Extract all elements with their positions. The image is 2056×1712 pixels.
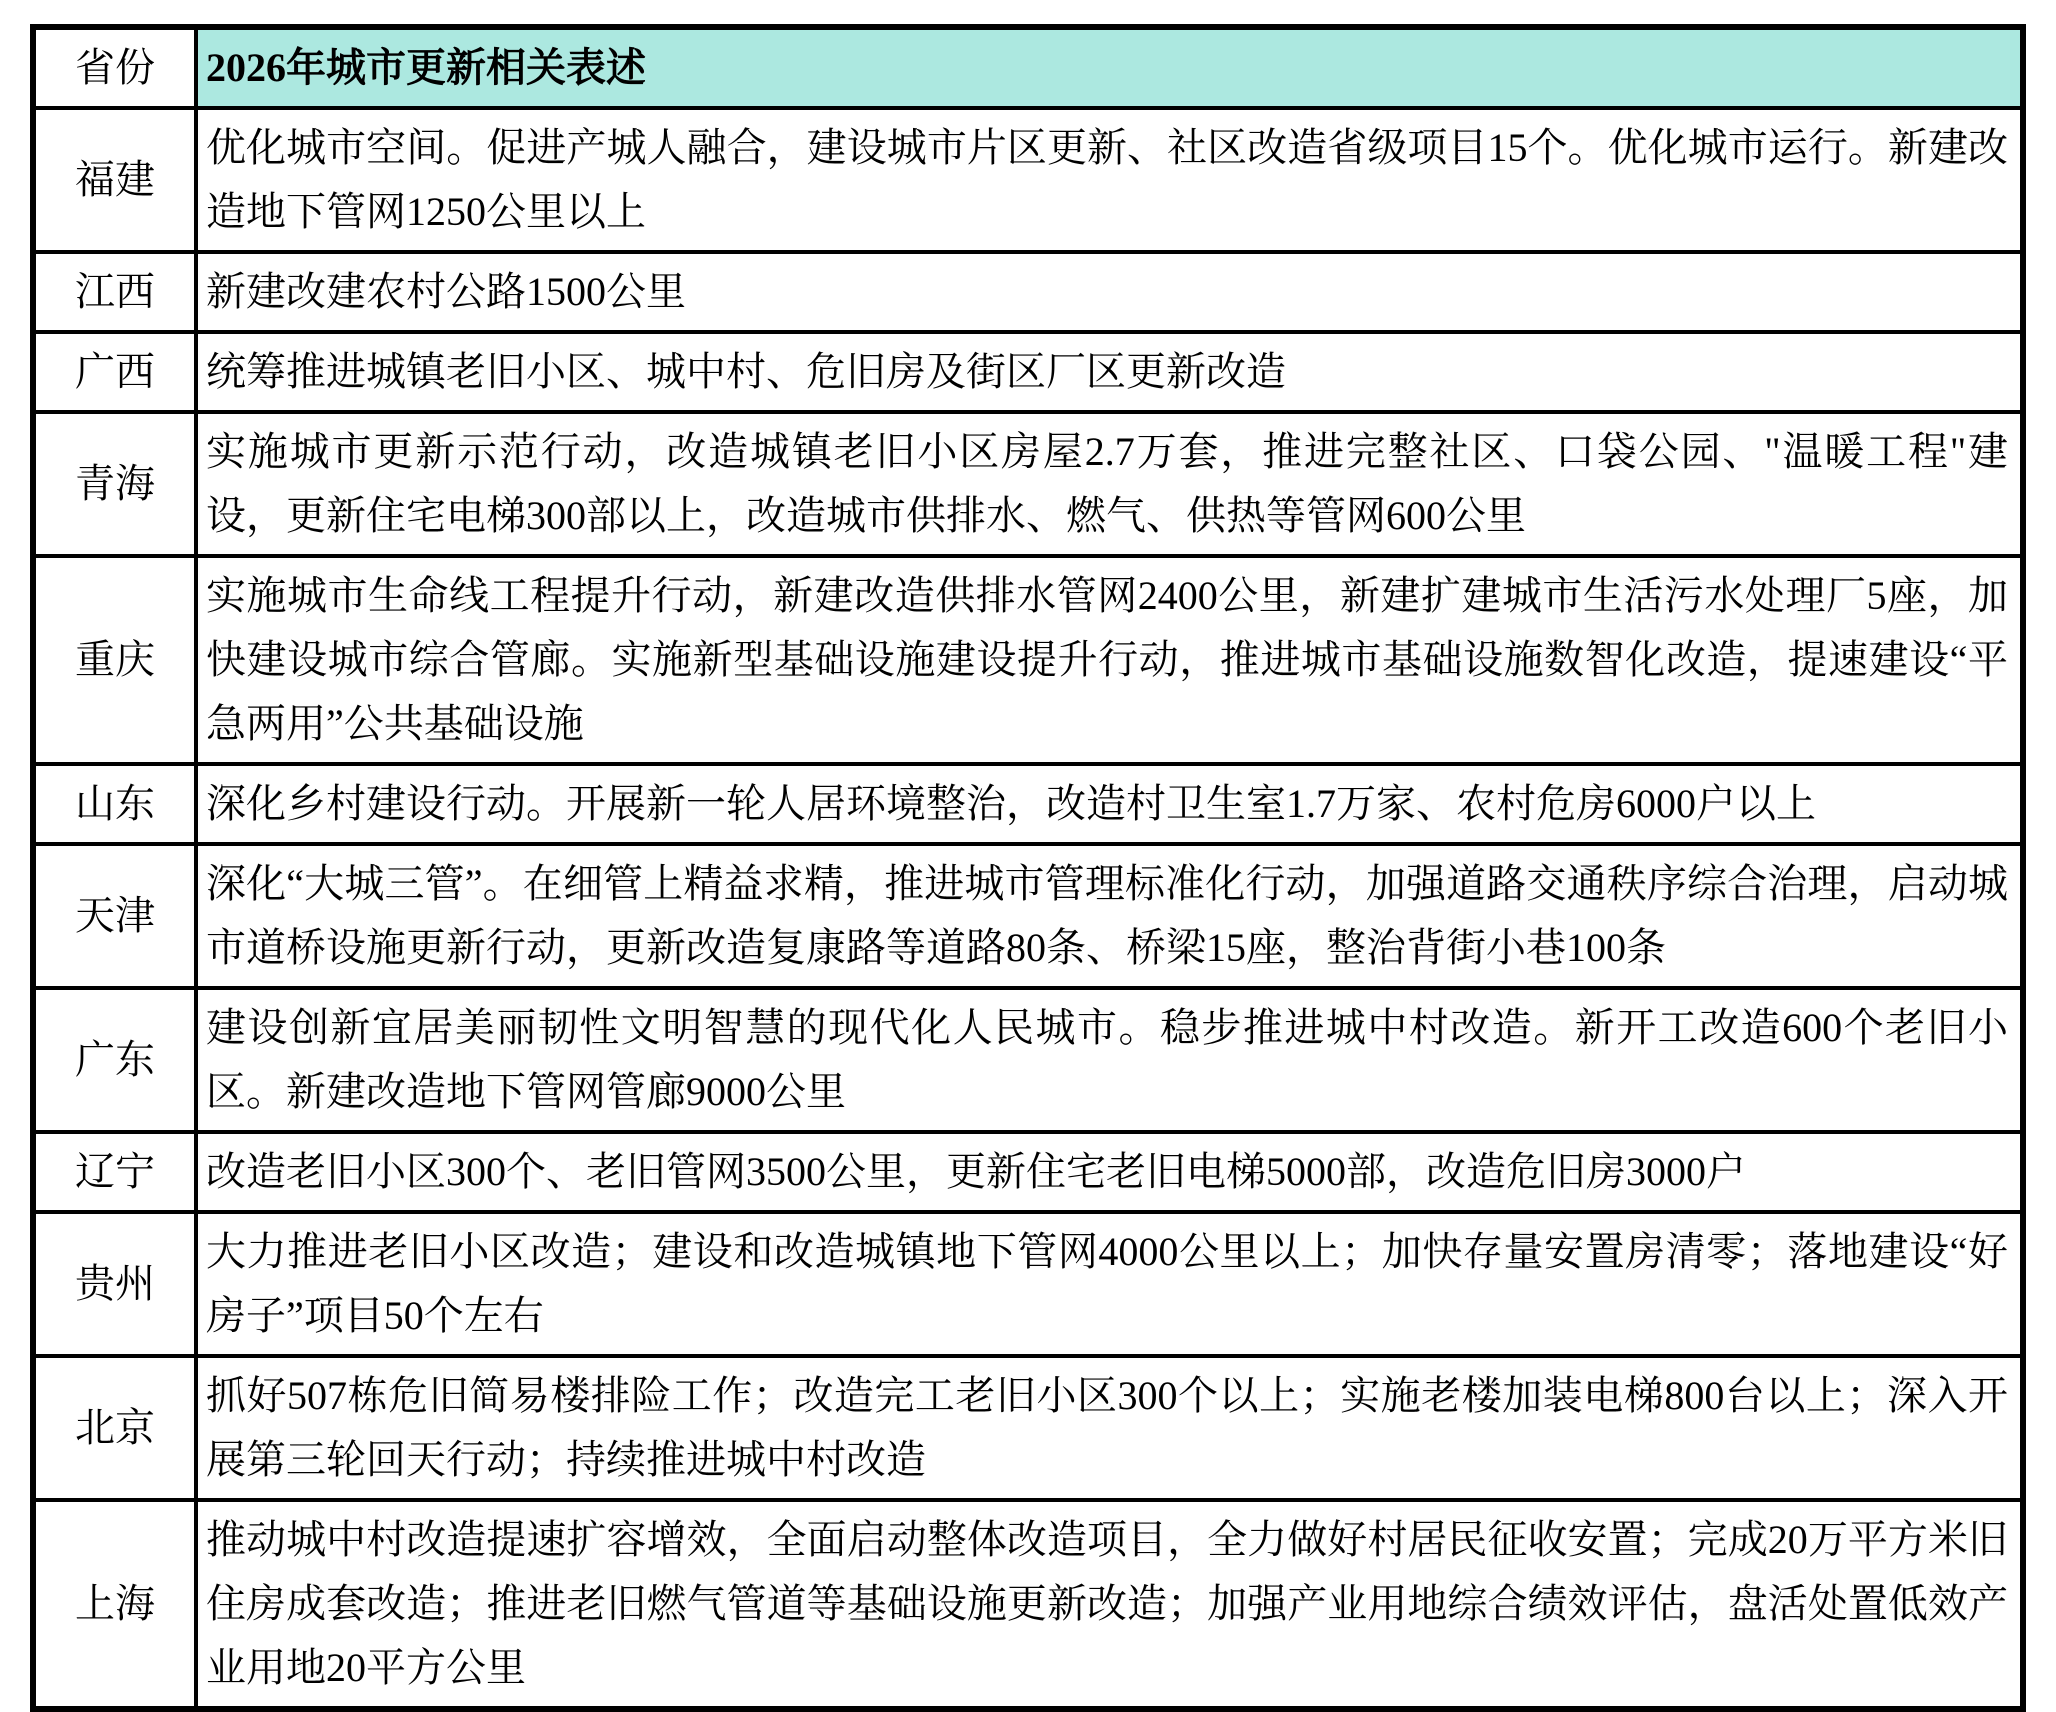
table-row — [33, 252, 2023, 332]
table-row — [33, 1356, 2023, 1500]
table-row — [33, 764, 2023, 844]
table-row — [33, 412, 2023, 556]
description-cell: 建设创新宜居美丽韧性文明智慧的现代化人民城市。稳步推进城中村改造。新开工改造600个老旧小区。新建改造地下管网管廊9000公里 — [196, 988, 2023, 1132]
description-cell: 实施城市更新示范行动，改造城镇老旧小区房屋2.7万套，推进完整社区、口袋公园、"温暖工程"建设，更新住宅电梯300部以上，改造城市供排水、燃气、供热等管网600公里 — [196, 412, 2023, 556]
table-row — [33, 332, 2023, 412]
province-cell: 天津 — [33, 844, 196, 988]
province-cell: 青海 — [33, 412, 196, 556]
description-cell: 深化“大城三管”。在细管上精益求精，推进城市管理标准化行动，加强道路交通秩序综合治理，启动城市道桥设施更新行动，更新改造复康路等道路80条、桥梁15座，整治背街小巷100条 — [196, 844, 2023, 988]
description-cell: 统筹推进城镇老旧小区、城中村、危旧房及街区厂区更新改造 — [196, 332, 2023, 412]
province-cell: 上海 — [33, 1500, 196, 1709]
province-cell: 北京 — [33, 1356, 196, 1500]
province-cell: 贵州 — [33, 1212, 196, 1356]
description-cell: 改造老旧小区300个、老旧管网3500公里，更新住宅老旧电梯5000部，改造危旧房3000户 — [196, 1132, 2023, 1212]
description-cell: 深化乡村建设行动。开展新一轮人居环境整治，改造村卫生室1.7万家、农村危房6000户以上 — [196, 764, 2023, 844]
table-body — [33, 108, 2023, 1709]
province-cell: 重庆 — [33, 556, 196, 764]
province-cell: 广西 — [33, 332, 196, 412]
table-row — [33, 1500, 2023, 1709]
province-cell: 辽宁 — [33, 1132, 196, 1212]
table-row — [33, 1132, 2023, 1212]
province-cell: 福建 — [33, 108, 196, 252]
description-column-header: 2026年城市更新相关表述 — [196, 27, 2023, 108]
description-cell: 大力推进老旧小区改造；建设和改造城镇地下管网4000公里以上；加快存量安置房清零；落地建设“好房子”项目50个左右 — [196, 1212, 2023, 1356]
description-cell: 抓好507栋危旧简易楼排险工作；改造完工老旧小区300个以上；实施老楼加装电梯800台以上；深入开展第三轮回天行动；持续推进城中村改造 — [196, 1356, 2023, 1500]
description-cell: 优化城市空间。促进产城人融合，建设城市片区更新、社区改造省级项目15个。优化城市运行。新建改造地下管网1250公里以上 — [196, 108, 2023, 252]
provinces-table — [30, 24, 2026, 1712]
province-cell: 山东 — [33, 764, 196, 844]
description-cell: 实施城市生命线工程提升行动，新建改造供排水管网2400公里，新建扩建城市生活污水处理厂5座，加快建设城市综合管廊。实施新型基础设施建设提升行动，推进城市基础设施数智化改造，提速建设“平急两用”公共基础设施 — [196, 556, 2023, 764]
description-cell: 推动城中村改造提速扩容增效，全面启动整体改造项目，全力做好村居民征收安置；完成20万平方米旧住房成套改造；推进老旧燃气管道等基础设施更新改造；加强产业用地综合绩效评估，盘活处置低效产业用地20平方公里 — [196, 1500, 2023, 1709]
province-column-header: 省份 — [33, 27, 196, 108]
description-cell: 新建改建农村公路1500公里 — [196, 252, 2023, 332]
province-cell: 江西 — [33, 252, 196, 332]
table-row — [33, 844, 2023, 988]
header-row — [33, 27, 2023, 108]
provinces-table-container — [30, 24, 2026, 1712]
table-row — [33, 1212, 2023, 1356]
table-row — [33, 556, 2023, 764]
province-cell: 广东 — [33, 988, 196, 1132]
table-row — [33, 108, 2023, 252]
table-row — [33, 988, 2023, 1132]
